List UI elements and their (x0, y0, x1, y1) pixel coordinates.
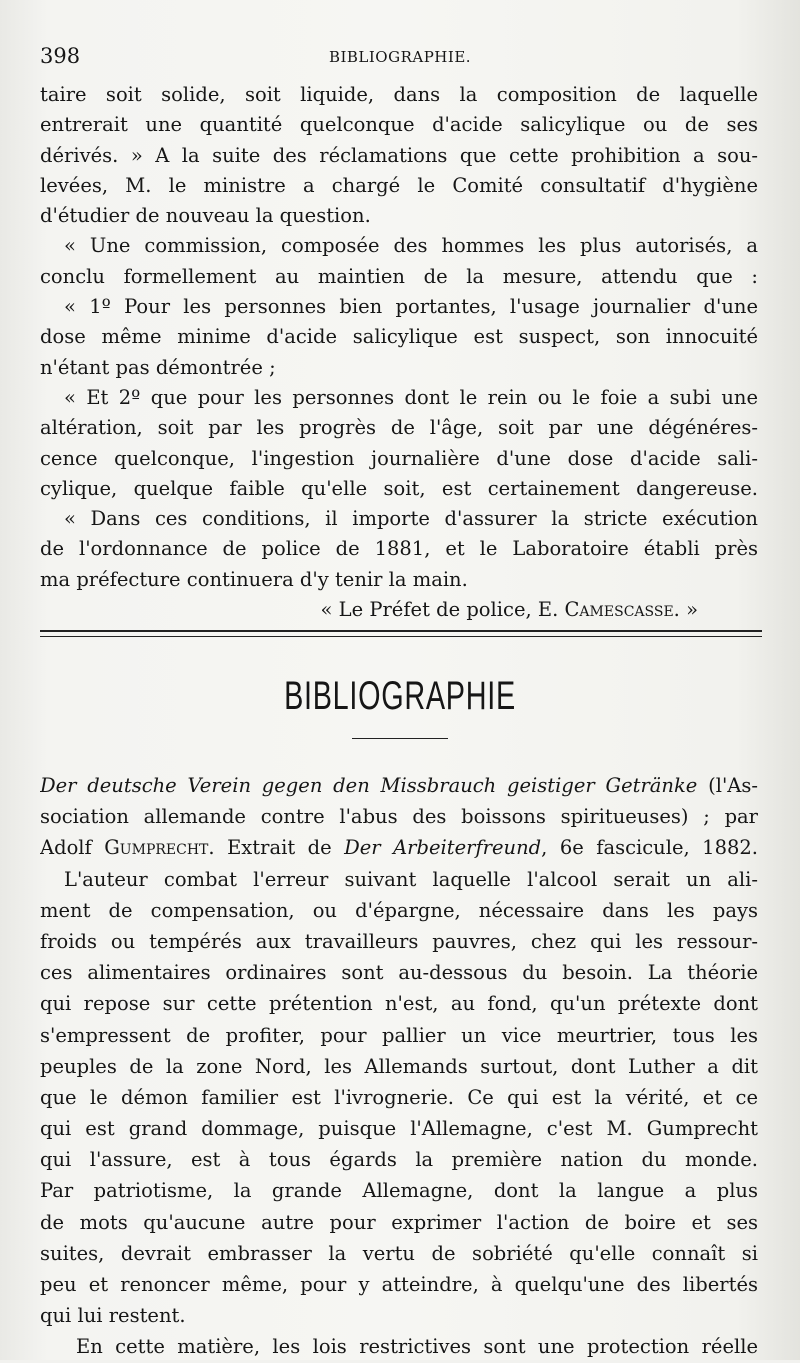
author-name: Gumprecht (104, 836, 209, 860)
signature-line (40, 595, 758, 625)
section-divider-thick (40, 630, 762, 632)
text-line: qui l'assure, est à tous égards la première nation du monde. (40, 1148, 758, 1172)
review-citation-line: sociation allemande contre l'abus des boissons spiritueuses) ; par (40, 805, 758, 829)
text-line: En cette matière, les lois restrictives sont une protection réelle (76, 1335, 758, 1359)
review-text (40, 770, 758, 1363)
text-line: entrerait une quantité quelconque d'acide salicylique ou de ses (40, 113, 758, 137)
text-line: L'auteur combat l'erreur suivant laquelle l'alcool serait un ali- (64, 867, 758, 891)
text-line: ces alimentaires ordinaires sont au-dessous du besoin. La théorie (40, 961, 758, 985)
text-line: que le démon familier est l'ivrognerie. Ce qui est la vérité, et ce (40, 1085, 758, 1109)
signature-suffix: . » (673, 598, 698, 622)
text-line: cence quelconque, l'ingestion journalière d'une dose d'acide sali- (40, 446, 758, 470)
text-line: « Et 2º que pour les personnes dont le rein ou le foie a subi une (64, 385, 758, 409)
text-line: d'étudier de nouveau la question. (40, 204, 371, 228)
page-number: 398 (40, 44, 81, 68)
citation-part: , 6e fascicule, 1882. (541, 836, 758, 860)
text-line: n'étant pas démontrée ; (40, 355, 276, 379)
signature-name: Camescasse (564, 598, 674, 622)
text-line: dérivés. » A la suite des réclamations que cette prohibition a sou- (40, 143, 758, 167)
text-line: qui lui restent. (40, 1304, 186, 1328)
text-line: de mots qu'aucune autre pour exprimer l'action de boire et ses (40, 1210, 758, 1234)
book-title-rest: (l'As- (697, 774, 758, 797)
citation-part: . Extrait de (208, 836, 345, 860)
text-line: ma préfecture continuera d'y tenir la main. (40, 567, 468, 591)
ordinance-text (40, 80, 758, 625)
section-divider-thin (40, 636, 762, 637)
text-line: qui repose sur cette prétention n'est, au fond, qu'un prétexte dont (40, 992, 758, 1016)
review-citation-line (40, 832, 758, 863)
text-line: dose même minime d'acide salicylique est suspect, son innocuité (40, 325, 758, 349)
text-line: suites, devrait embrasser la vertu de sobriété qu'elle connaît si (40, 1241, 758, 1265)
text-line: conclu formellement au maintien de la mesure, attendu que : (40, 264, 758, 288)
text-line: peuples de la zone Nord, les Allemands surtout, dont Luther a dit (40, 1054, 758, 1078)
review-citation-line (40, 770, 758, 801)
text-line: de l'ordonnance de police de 1881, et le Laboratoire établi près (40, 537, 758, 561)
text-line: levées, M. le ministre a chargé le Comité consultatif d'hygiène (40, 173, 758, 197)
source-title: Der Arbeiterfreund (344, 836, 542, 860)
text-line: Par patriotisme, la grande Allemagne, dont la langue a plus (40, 1179, 758, 1203)
citation-part: Adolf (40, 836, 105, 860)
section-title: BIBLIOGRAPHIE (284, 674, 516, 718)
signature-prefix: « Le Préfet de police, E. (320, 598, 565, 622)
title-underline (352, 738, 448, 739)
text-line: taire soit solide, soit liquide, dans la composition de laquelle (40, 83, 758, 106)
text-line: peu et renoncer même, pour y atteindre, à quelqu'une des libertés (40, 1273, 758, 1296)
running-title: BIBLIOGRAPHIE. (328, 48, 472, 66)
text-line: qui est grand dommage, puisque l'Allemagne, c'est M. Gumprecht (40, 1117, 758, 1141)
text-line: s'empressent de profiter, pour pallier un vice meurtrier, tous les (40, 1023, 758, 1047)
text-line: cylique, quelque faible qu'elle soit, est certainement dangereuse. (40, 476, 758, 500)
book-title: Der deutsche Verein gegen den Missbrauch geistiger Getränke (40, 774, 698, 797)
text-line: froids ou tempérés aux travailleurs pauvres, chez qui les ressour- (40, 929, 758, 953)
text-line: « 1º Pour les personnes bien portantes, l'usage journalier d'une (64, 295, 758, 319)
page-header (40, 44, 760, 74)
text-line: altération, soit par les progrès de l'âge, soit par une dégénéres- (40, 416, 758, 440)
text-line: « Dans ces conditions, il importe d'assurer la stricte exécution (64, 507, 758, 531)
text-line: « Une commission, composée des hommes les plus autorisés, a (64, 234, 758, 258)
text-line: ment de compensation, ou d'épargne, nécessaire dans les pays (40, 898, 758, 922)
